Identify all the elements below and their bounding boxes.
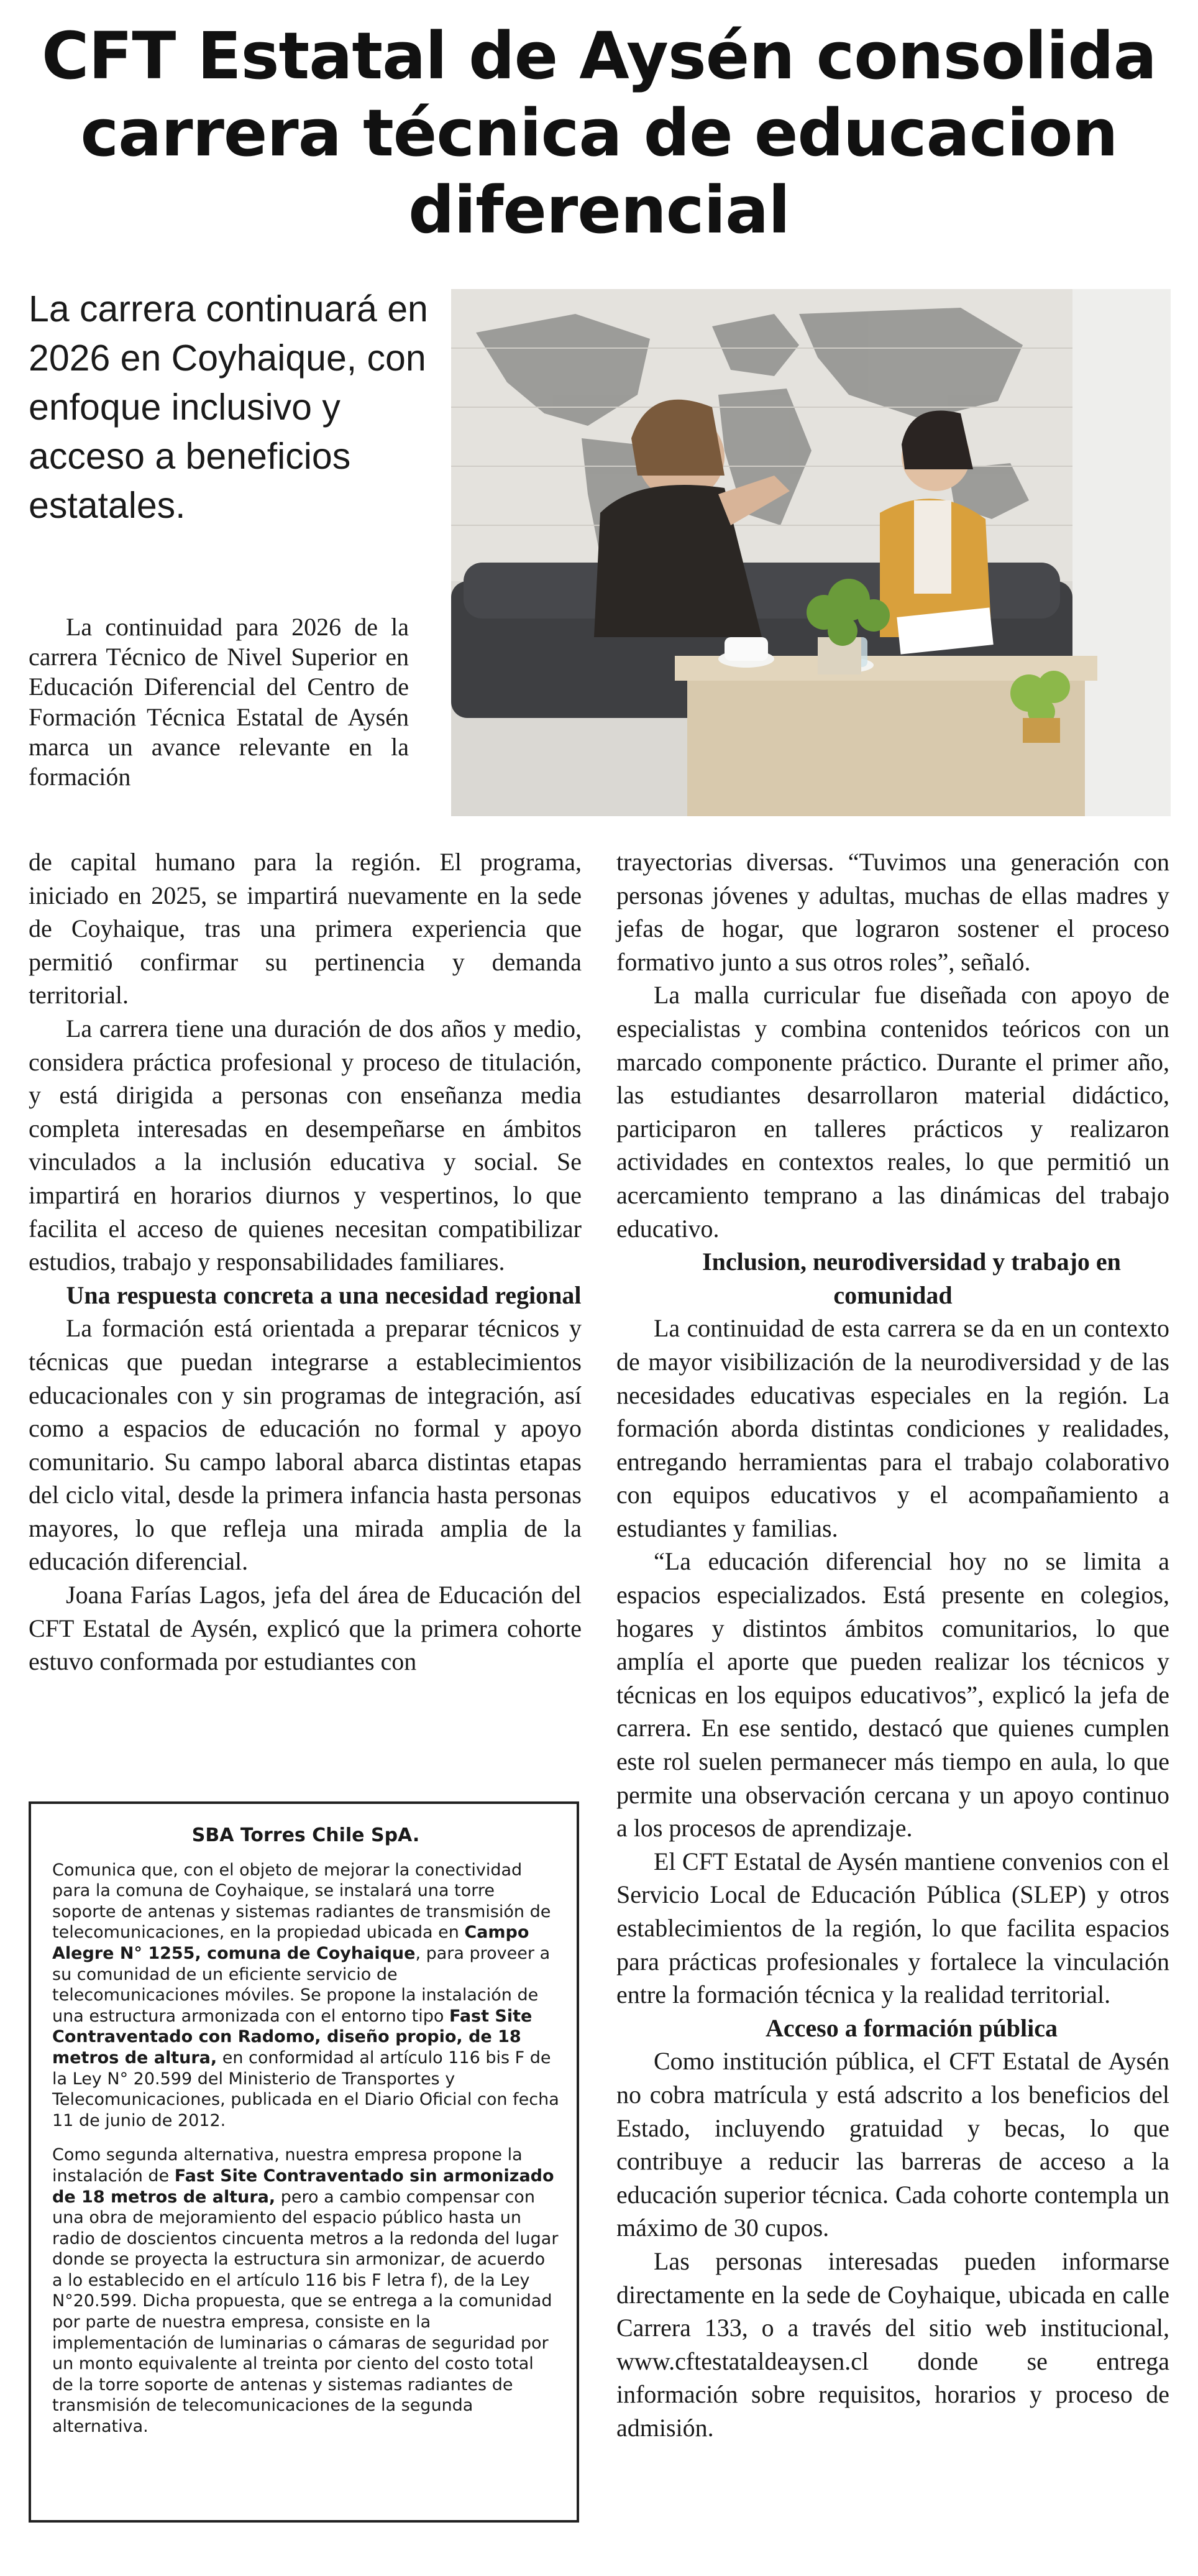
notice-p2-text-a: Como segunda alternativa, nuestra empresa propone la instalación de [52, 2145, 523, 2186]
notice-title: SBA Torres Chile SpA. [191, 1824, 420, 1846]
right-paragraph-4: “La educación diferencial hoy no se limita a espacios especializados. Está presente en colegios, hogares y distintos ámbitos comunitarios, lo que amplía el aporte que pueden realizar los técnicos y técnicas en los equipos educativos”, explicó la jefa de carrera. En ese sentido, destacó que quienes cumplen este rol suelen permanecer más tiempo en aula, lo que permite una observación cercana y un apoyo continuo a los procesos de aprendizaje. [616, 1547, 1169, 1842]
intro-paragraph [29, 612, 409, 792]
notice-paragraph-1 [52, 1860, 559, 2132]
subhead-inclusion: Inclusion, neurodiversidad y trabajo en comunidad [702, 1248, 1121, 1309]
notice-p2-structure: Fast Site Contraventado sin armonizado de 18 metros de altura, [52, 2166, 554, 2207]
notice-p1-text-a: Comunica que, con el objeto de mejorar la conectividad para la comuna de Coyhaique, se instalará una torre soporte de antenas y sistemas radiantes de transmisión de telecomunicaciones, en la propiedad ubicada en [52, 1860, 551, 1943]
notice-p1-address: Campo Alegre N° 1255, comuna de Coyhaique [52, 1923, 529, 1963]
right-paragraph-6: Como institución pública, el CFT Estatal de Aysén no cobra matrícula y está adscrito a los beneficios del Estado, incluyendo gratuidad y becas, lo que contribuye a reducir las barreras de acceso a la educación superior técnica. Cada cohorte contempla un máximo de 30 cupos. [616, 2047, 1169, 2242]
notice-p1-text-e: en conformidad al artículo 116 bis F de la Ley N° 20.599 del Ministerio de Transportes y Telecomunicaciones, publicada en el Diario Oficial con fecha 11 de junio de 2012. [52, 2048, 559, 2130]
left-paragraph-4: Joana Farías Lagos, jefa del área de Educación del CFT Estatal de Aysén, explicó que la primera cohorte estuvo conformada por estudiantes con [29, 1581, 582, 1676]
headline: CFT Estatal de Aysén consolida carrera técnica de educacion diferencial [42, 18, 1156, 248]
right-paragraph-5: El CFT Estatal de Aysén mantiene convenios con el Servicio Local de Educación Pública (SLEP) y otros establecimientos de la región, lo que facilita espacios para prácticas profesionales y fortalece la vinculación entre la formación técnica y la realidad territorial. [616, 1847, 1169, 2009]
notice-p1-text-c: , para proveer a su comunidad de un eficiente servicio de telecomunicaciones móviles. Se propone la instalación de una estructura armonizada con el entorno tipo [52, 1943, 551, 2026]
interview-photo [451, 289, 1171, 816]
subhead-regional: Una respuesta concreta a una necesidad regional [66, 1281, 582, 1309]
notice-p2-text-c: pero a cambio compensar con una obra de mejoramiento del espacio público hasta un radio de doscientos cincuenta metros a la redonda del lugar donde se proyecta la estructura sin armonizar, de acuerdo a lo establecido en el artículo 116 bis F letra f), de la Ley N°20.599. Dicha propuesta, que se entrega a la comunidad por parte de nuestra empresa, consiste en la implementación de luminarias o cámaras de seguridad por un monto equivalente al treinta por ciento del costo total de la torre soporte de antenas y sistemas radiantes de transmisión de telecomunicaciones de la segunda alternativa. [52, 2187, 559, 2437]
right-paragraph-1: trayectorias diversas. “Tuvimos una generación con personas jóvenes y adultas, muchas de ellas madres y jefas de hogar, que lograron sostener el proceso formativo junto a sus otros roles”, señaló. [616, 848, 1169, 976]
notice-paragraph-2 [52, 2145, 559, 2437]
subhead-access: Acceso a formación pública [766, 2013, 1058, 2042]
right-paragraph-3: La continuidad de esta carrera se da en un contexto de mayor visibilización de la neurodiversidad y de las necesidades educativas especiales en la región. La formación aborda distintas condiciones y realidades, entregando herramientas para el trabajo colaborativo con equipos educativos y el acompañamiento a estudiantes y familias. [616, 1314, 1169, 1542]
left-column [29, 845, 582, 1678]
intro-text: La continuidad para 2026 de la carrera Técnico de Nivel Superior en Educación Diferencial del Centro de Formación Técnica Estatal de Aysén marca un avance relevante en la formación [29, 613, 409, 791]
notice-p1-structure: Fast Site Contraventado con Radomo, diseño propio, de 18 metros de altura, [52, 2006, 533, 2068]
left-paragraph-1: de capital humano para la región. El programa, iniciado en 2025, se impartirá nuevamente en la sede de Coyhaique, tras una primera experiencia que permitió confirmar su pertinencia y demanda territorial. [29, 848, 582, 1010]
right-paragraph-2: La malla curricular fue diseñada con apoyo de especialistas y combina contenidos teóricos con un marcado componente práctico. Durante el primer año, las estudiantes desarrollaron material didáctico, participaron en talleres prácticos y realizaron actividades en contextos reales, lo que permitió un acercamiento temprano a las dinámicas del trabajo educativo. [616, 981, 1169, 1243]
public-notice-box [29, 1801, 579, 2523]
right-column [616, 845, 1169, 2445]
deck-summary: La carrera continuará en 2026 en Coyhaique, con enfoque inclusivo y acceso a beneficios estatales. [29, 288, 428, 526]
right-paragraph-7: Las personas interesadas pueden informarse directamente en la sede de Coyhaique, ubicada en calle Carrera 133, o a través del sitio web institucional, www.cftestataldeaysen.cl donde se entrega información sobre requisitos, horarios y proceso de admisión. [616, 2247, 1169, 2442]
interview-photo-icon [451, 289, 1171, 816]
left-paragraph-3: La formación está orientada a preparar técnicos y técnicas que puedan integrarse a establecimientos educacionales con y sin programas de integración, así como a espacios de educación no formal y apoyo comunitario. Su campo laboral abarca distintas etapas del ciclo vital, desde la primera infancia hasta personas mayores, lo que refleja una mirada amplia de la educación diferencial. [29, 1314, 582, 1576]
left-paragraph-2: La carrera tiene una duración de dos años y medio, considera práctica profesional y proceso de titulación, y está dirigida a personas con enseñanza media completa interesadas en desempeñarse en ámbitos vinculados a la inclusión educativa y social. Se impartirá en horarios diurnos y vespertinos, lo que facilita el acceso de quienes necesitan compatibilizar estudios, trabajo y responsabilidades familiares. [29, 1014, 582, 1276]
